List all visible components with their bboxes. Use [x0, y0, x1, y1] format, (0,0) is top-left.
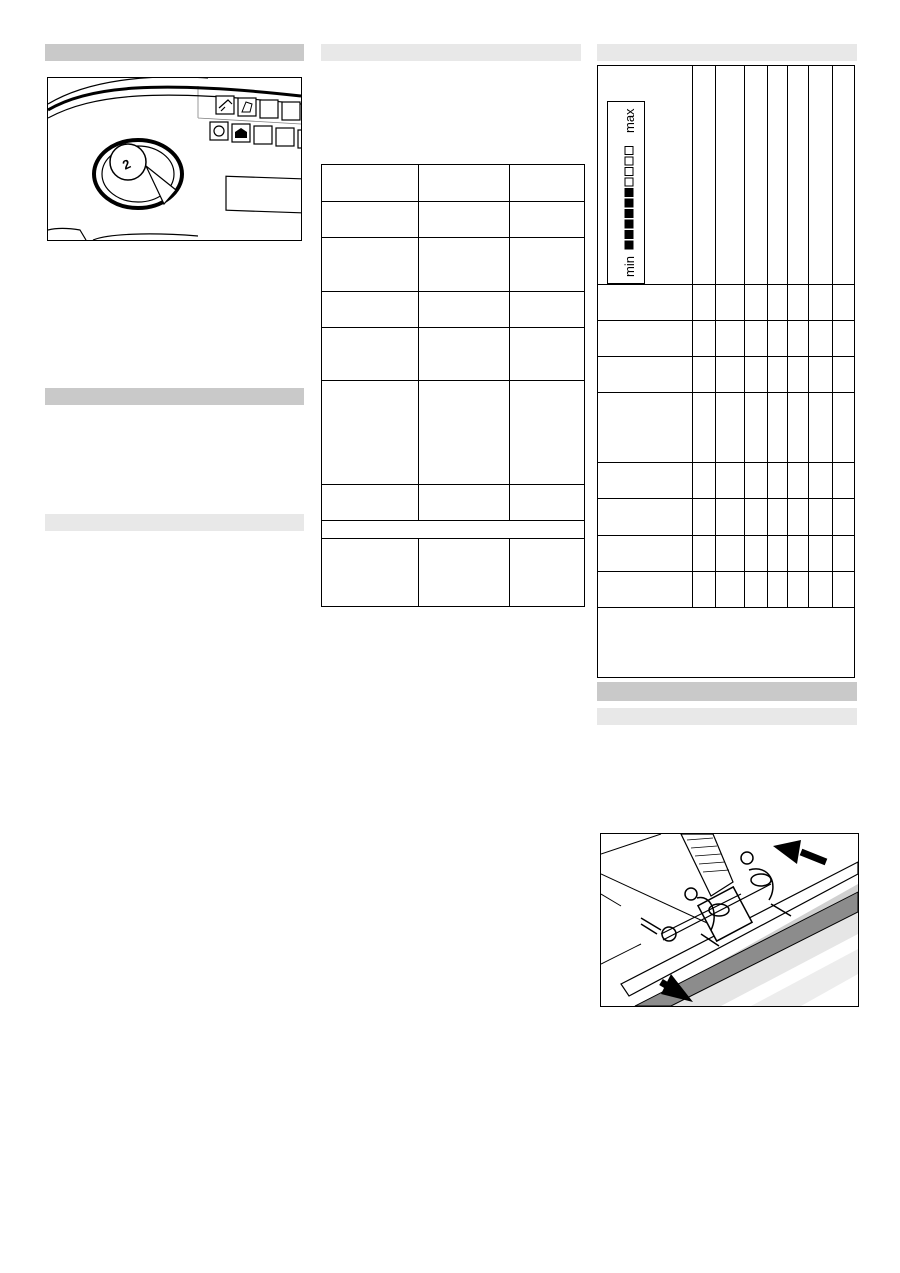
section-header: [597, 682, 857, 701]
scale-min-label: min: [622, 256, 637, 277]
scale-step-filled: [625, 189, 633, 197]
table-row: [322, 381, 585, 485]
table-row: [322, 292, 585, 328]
table-row: [598, 285, 855, 321]
table-row: [598, 499, 855, 536]
control-panel-figure: [47, 77, 302, 241]
section-header: [597, 44, 857, 61]
brush-icon: [216, 96, 234, 114]
table-row: [322, 485, 585, 521]
squeegee-figure: [600, 833, 859, 1007]
water-icon: [210, 122, 228, 140]
table-row: [322, 238, 585, 292]
water-amount-scale: [607, 101, 667, 285]
table-row: [598, 393, 855, 463]
table-row: [322, 165, 585, 202]
scale-step-filled: [625, 241, 633, 249]
dial-icon: [232, 124, 250, 142]
squeegee-icon: [641, 834, 791, 946]
scale-max-label: max: [622, 108, 637, 133]
table-row: [322, 521, 585, 539]
svg-text:2: 2: [120, 156, 133, 173]
key-switch-knob: [94, 140, 182, 208]
subsection-header: [597, 708, 857, 725]
table-row: [598, 357, 855, 393]
table-row: [322, 328, 585, 381]
vacuum-icon: [238, 98, 256, 116]
table-row: [322, 202, 585, 238]
table-row: [598, 321, 855, 357]
table-row: [322, 539, 585, 607]
squeegee-illustration: [601, 834, 858, 1006]
table-row: [598, 536, 855, 572]
settings-table: [597, 65, 855, 678]
scale-step-empty: [625, 178, 633, 186]
section-header: [321, 44, 581, 61]
scale-step-filled: [625, 210, 633, 218]
subsection-header: [45, 514, 304, 531]
data-table-middle: [321, 164, 585, 607]
scale-step-empty: [625, 168, 633, 176]
section-header: [45, 388, 304, 405]
table-row: [598, 463, 855, 499]
control-panel-illustration: [48, 78, 301, 240]
scale-step-empty: [625, 157, 633, 165]
table-note-row: [598, 608, 855, 678]
scale-step-empty: [625, 147, 633, 155]
scale-step-filled: [625, 199, 633, 207]
table-row: [598, 572, 855, 608]
scale-step-filled: [625, 220, 633, 228]
scale-step-filled: [625, 231, 633, 239]
section-header: [45, 44, 304, 61]
